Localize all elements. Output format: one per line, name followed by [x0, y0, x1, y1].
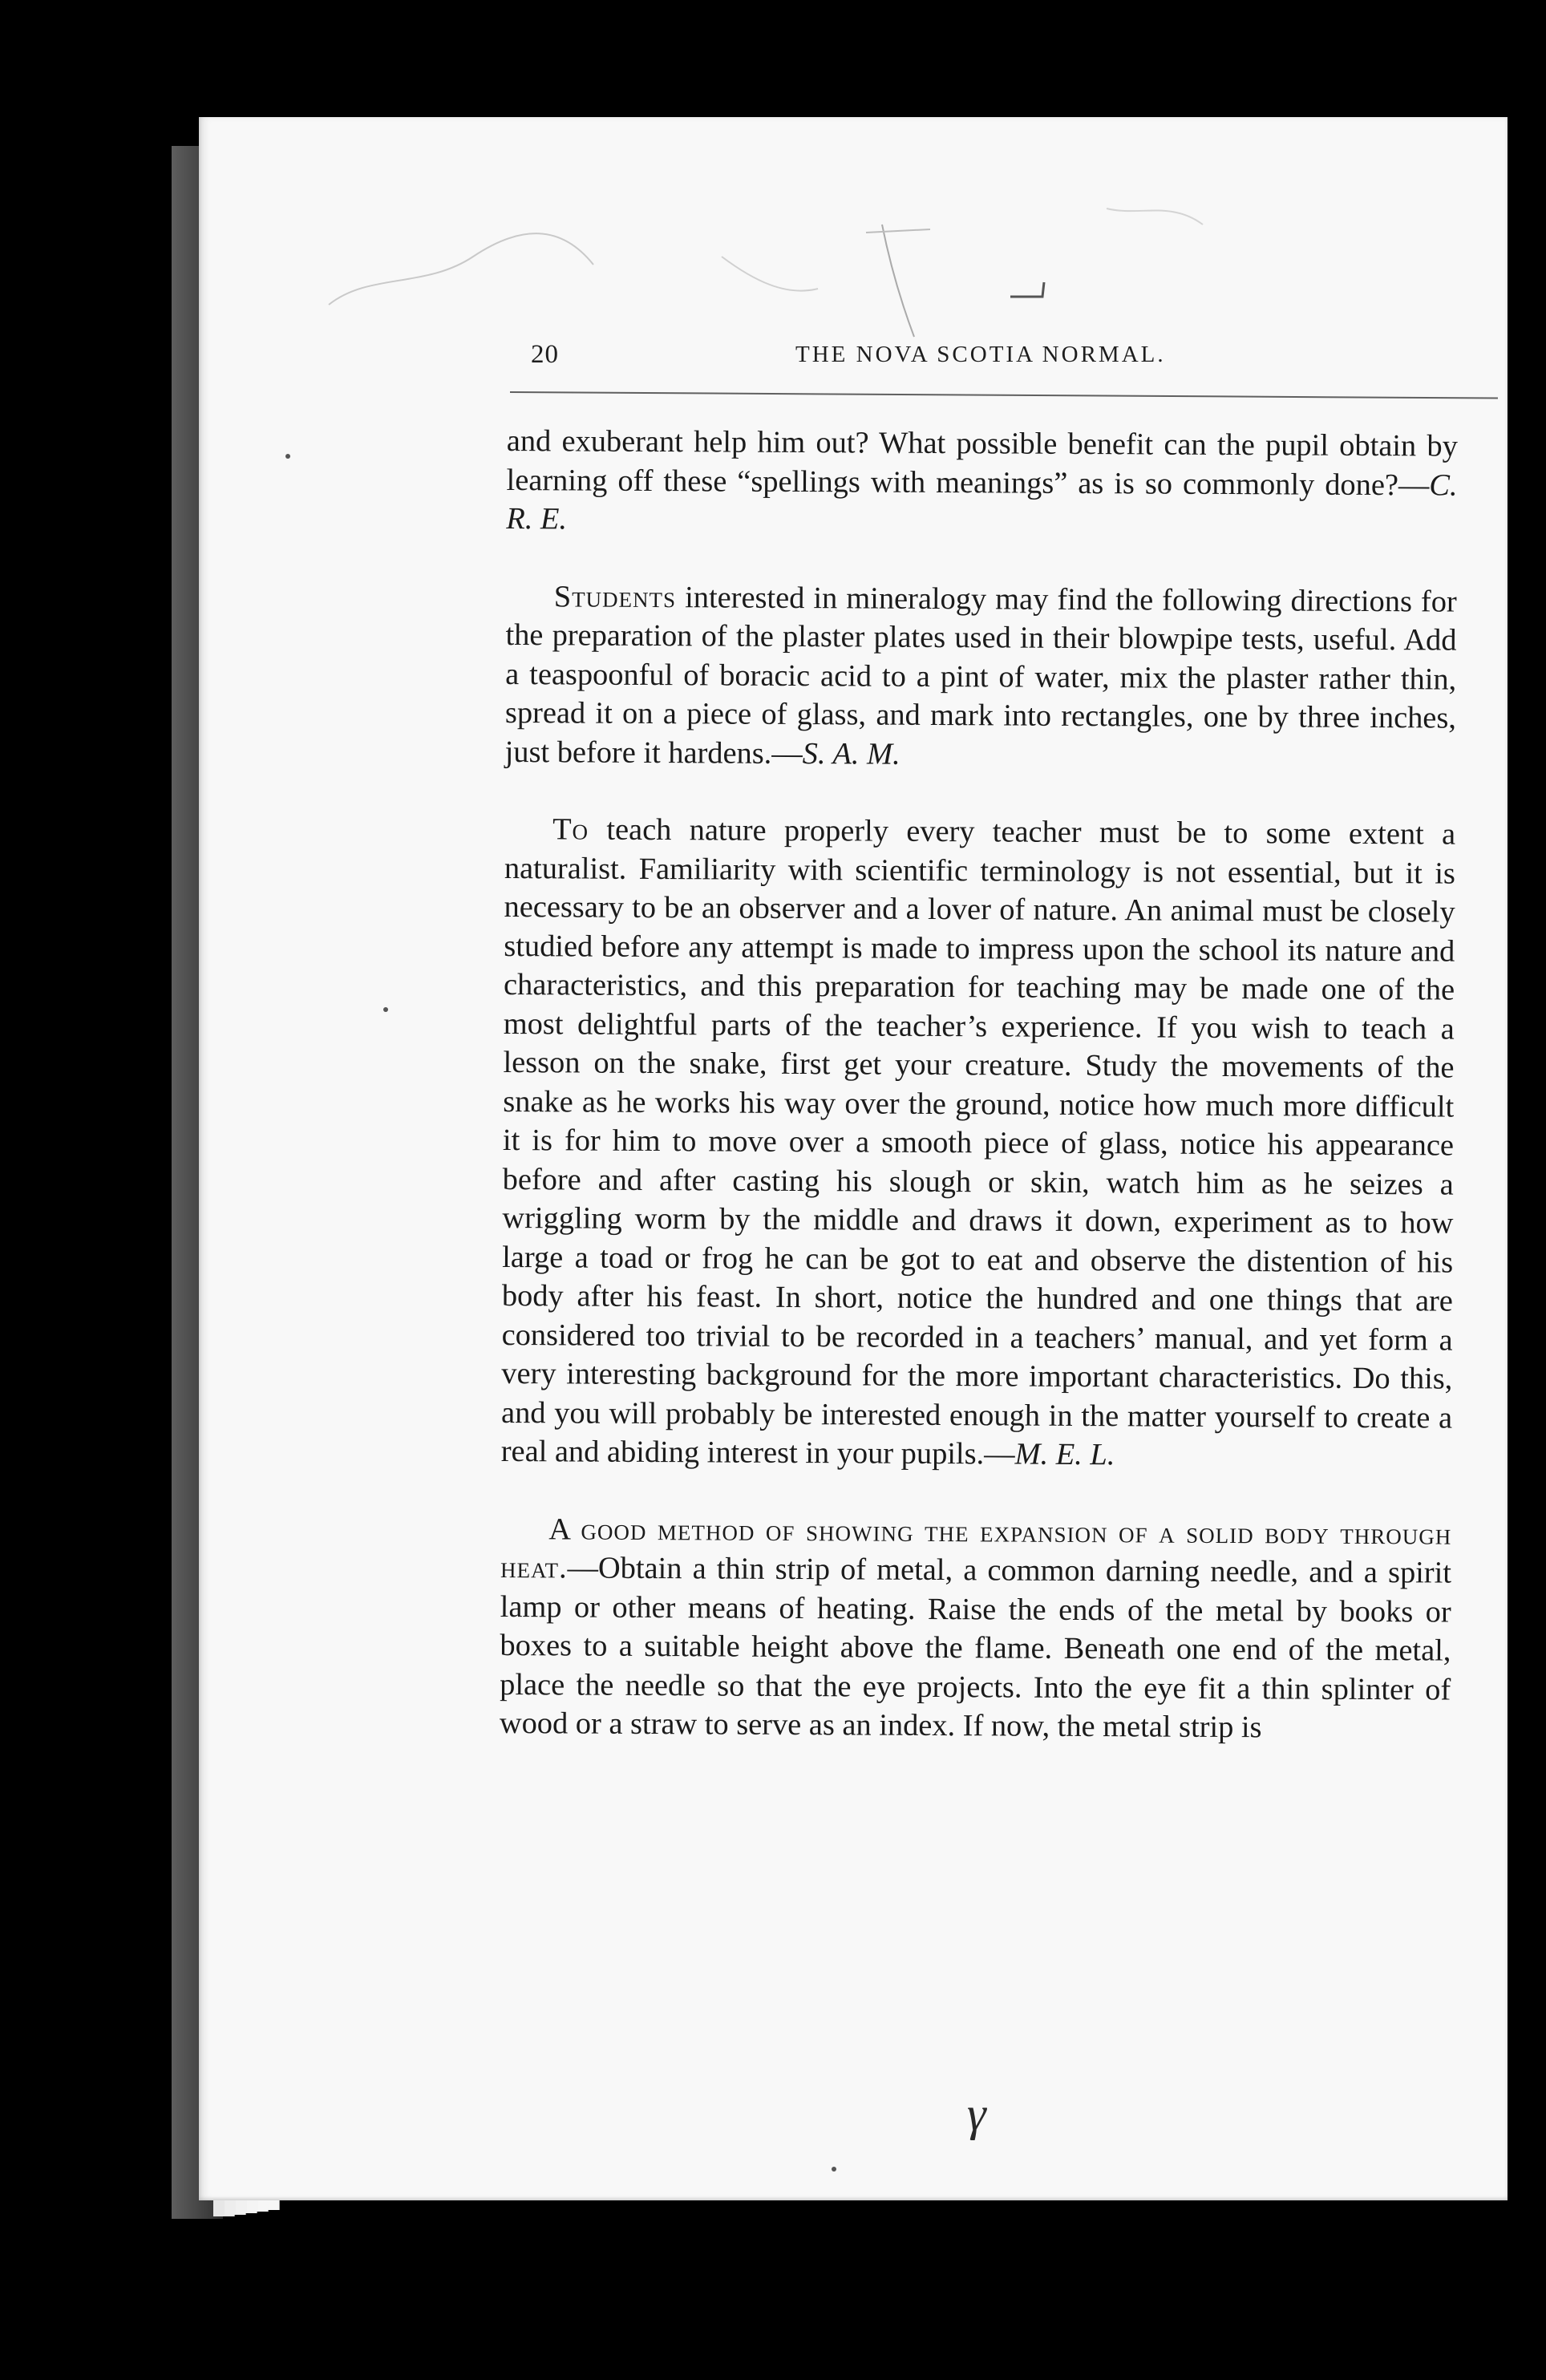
- author-initials: S. A. M.: [802, 736, 900, 771]
- author-initials: C. R. E.: [506, 468, 1458, 536]
- paragraph-lead: To: [552, 812, 589, 847]
- running-head: THE NOVA SCOTIA NORMAL.: [795, 342, 1166, 367]
- paragraph-lead: A good method of showing the expansion of a solid body through heat.: [500, 1512, 1452, 1585]
- speck: [383, 1007, 388, 1012]
- author-initials: M. E. L.: [1014, 1437, 1115, 1472]
- paragraph-text: and exuberant help him out? What possible benefit can the pupil obtain by learning off these “spellings with meanings” as is so commonly done?—: [506, 423, 1458, 502]
- speck: [285, 454, 290, 459]
- paragraph-3: [501, 810, 1456, 1476]
- paragraph-lead: Students: [553, 579, 677, 614]
- paragraph-1: [506, 422, 1458, 544]
- paragraph-text: —Obtain a thin strip of metal, a common darning needle, and a spirit lamp or other means of heating. Raise the ends of the metal by books or boxes to a suitable height above the flame. Beneath one end of the metal, place the needle so that the eye projects. Into the eye fit a thin splinter of wood or a straw to serve as an index. If now, the metal strip is: [499, 1551, 1452, 1745]
- article-body: [500, 422, 1458, 1787]
- paragraph-4: [500, 1509, 1452, 1748]
- paragraph-2: [505, 577, 1457, 776]
- paragraph-text: teach nature properly every teacher must be to some extent a naturalist. Familiarity with scientific terminology is not essential, but it is necessary to be an observer and a lover of nature. An animal must be closely studied before any attempt is made to impress upon the school its nature and characteristics, and this preparation for teaching may be made one of the most delightful parts of the teacher’s experience. If you wish to teach a lesson on the snake, first get your creature. Study the movements of the snake as he works his way over the ground, notice how much more difficult it is for him to move over a smooth piece of glass, notice his appearance before and after casting his slough or skin, watch him as he seizes a wriggling worm by the middle and draws it down, experiment as to how large a toad or frog he can be got to eat and observe the distention of his body after his feast. In short, notice the hundred and one things that are considered too trivial to be recorded in a teachers’ manual, and yet form a very interesting background for the more important characteristics. Do this, and you will probably be interested enough in the matter yourself to create a real and abiding interest in your pupils.—: [500, 812, 1456, 1471]
- paragraph-text: interested in mineralogy may find the following directions for the preparation of the plaster plates used in their blowpipe tests, useful. Add a teaspoonful of boracic acid to a pint of water, mix the plaster rather thin, spread it on a piece of glass, and mark into rectangles, one by three inches, just before it hardens.—: [504, 580, 1457, 771]
- handwritten-mark: γ: [967, 2087, 986, 2140]
- page-header: [531, 340, 1493, 388]
- speck: [832, 2167, 836, 2172]
- page-number: 20: [531, 340, 559, 369]
